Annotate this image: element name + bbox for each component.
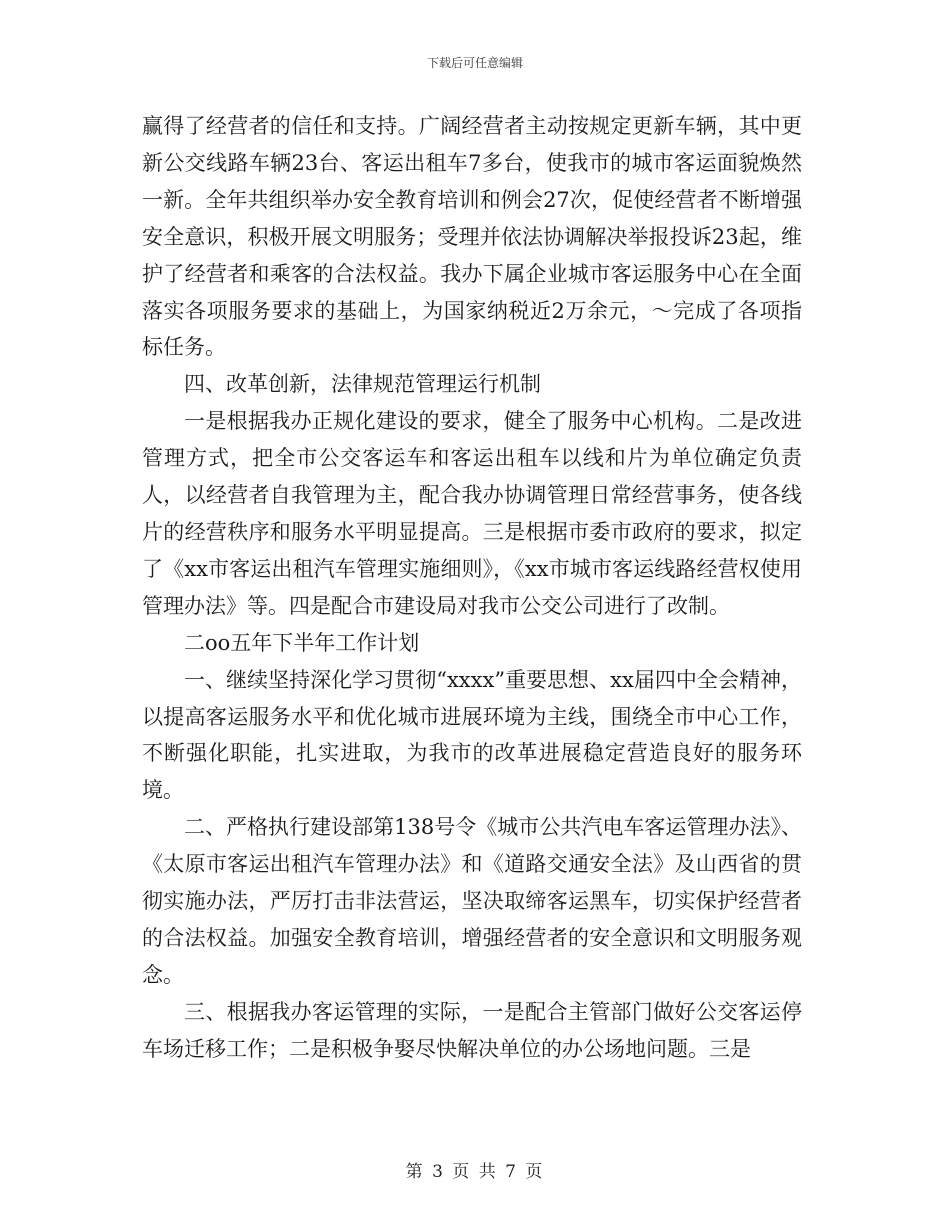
paragraph-plan-2: 二、严格执行建设部第138号令《城市公共汽电车客运管理办法》、《太原市客运出租汽车管理办法》和《道路交通安全法》及山西省的贯彻实施办法，严厉打击非法营运，坚决取缔客运黑车，切实保护经营者的合法权益。加强安全教育培训，增强经营者的安全意识和文明服务观念。 (142, 815, 802, 987)
paragraph-plan-3: 三、根据我办客运管理的实际，一是配合主管部门做好公交客运停车场迁移工作；二是积极争娶尽快解决单位的办公场地问题。三是 (142, 999, 802, 1061)
section-heading-plan: 二oo五年下半年工作计划 (184, 630, 420, 655)
document-body (142, 108, 802, 1068)
section-heading-reform: 四、改革创新，法律规范管理运行机制 (184, 372, 541, 397)
page-number: 第 3 页 共 7 页 (405, 1162, 545, 1182)
paragraph-1: 赢得了经营者的信任和支持。广阔经营者主动按规定更新车辆，其中更新公交线路车辆23台、客运出租车7多台，使我市的城市客运面貌焕然一新。全年共组织举办安全教育培训和例会27次，促使经营者不断增强安全意识，积极开展文明服务；受理并依法协调解决举报投诉23起，维护了经营者和乘客的合法权益。我办下属企业城市客运服务中心在全面落实各项服务要求的基础上，为国家纳税近2万余元，～完成了各项指标任务。 (142, 114, 802, 360)
page-header: 下载后可任意编辑 (426, 56, 523, 70)
paragraph-plan-1: 一、继续坚持深化学习贯彻“xxxx”重要思想、xx届四中全会精神，以提高客运服务水平和优化城市进展环境为主线，围绕全市中心工作，不断强化职能，扎实进取，为我市的改革进展稳定营造良好的服务环境。 (142, 667, 802, 803)
paragraph-reform-details: 一是根据我办正规化建设的要求，健全了服务中心机构。二是改进管理方式，把全市公交客运车和客运出租车以线和片为单位确定负责人，以经营者自我管理为主，配合我办协调管理日常经营事务，使各线片的经营秩序和服务水平明显提高。三是根据市委市政府的要求，拟定了《xx市客运出租汽车管理实施细则》，《xx市城市客运线路经营权使用管理办法》等。四是配合市建设局对我市公交公司进行了改制。 (142, 409, 802, 618)
